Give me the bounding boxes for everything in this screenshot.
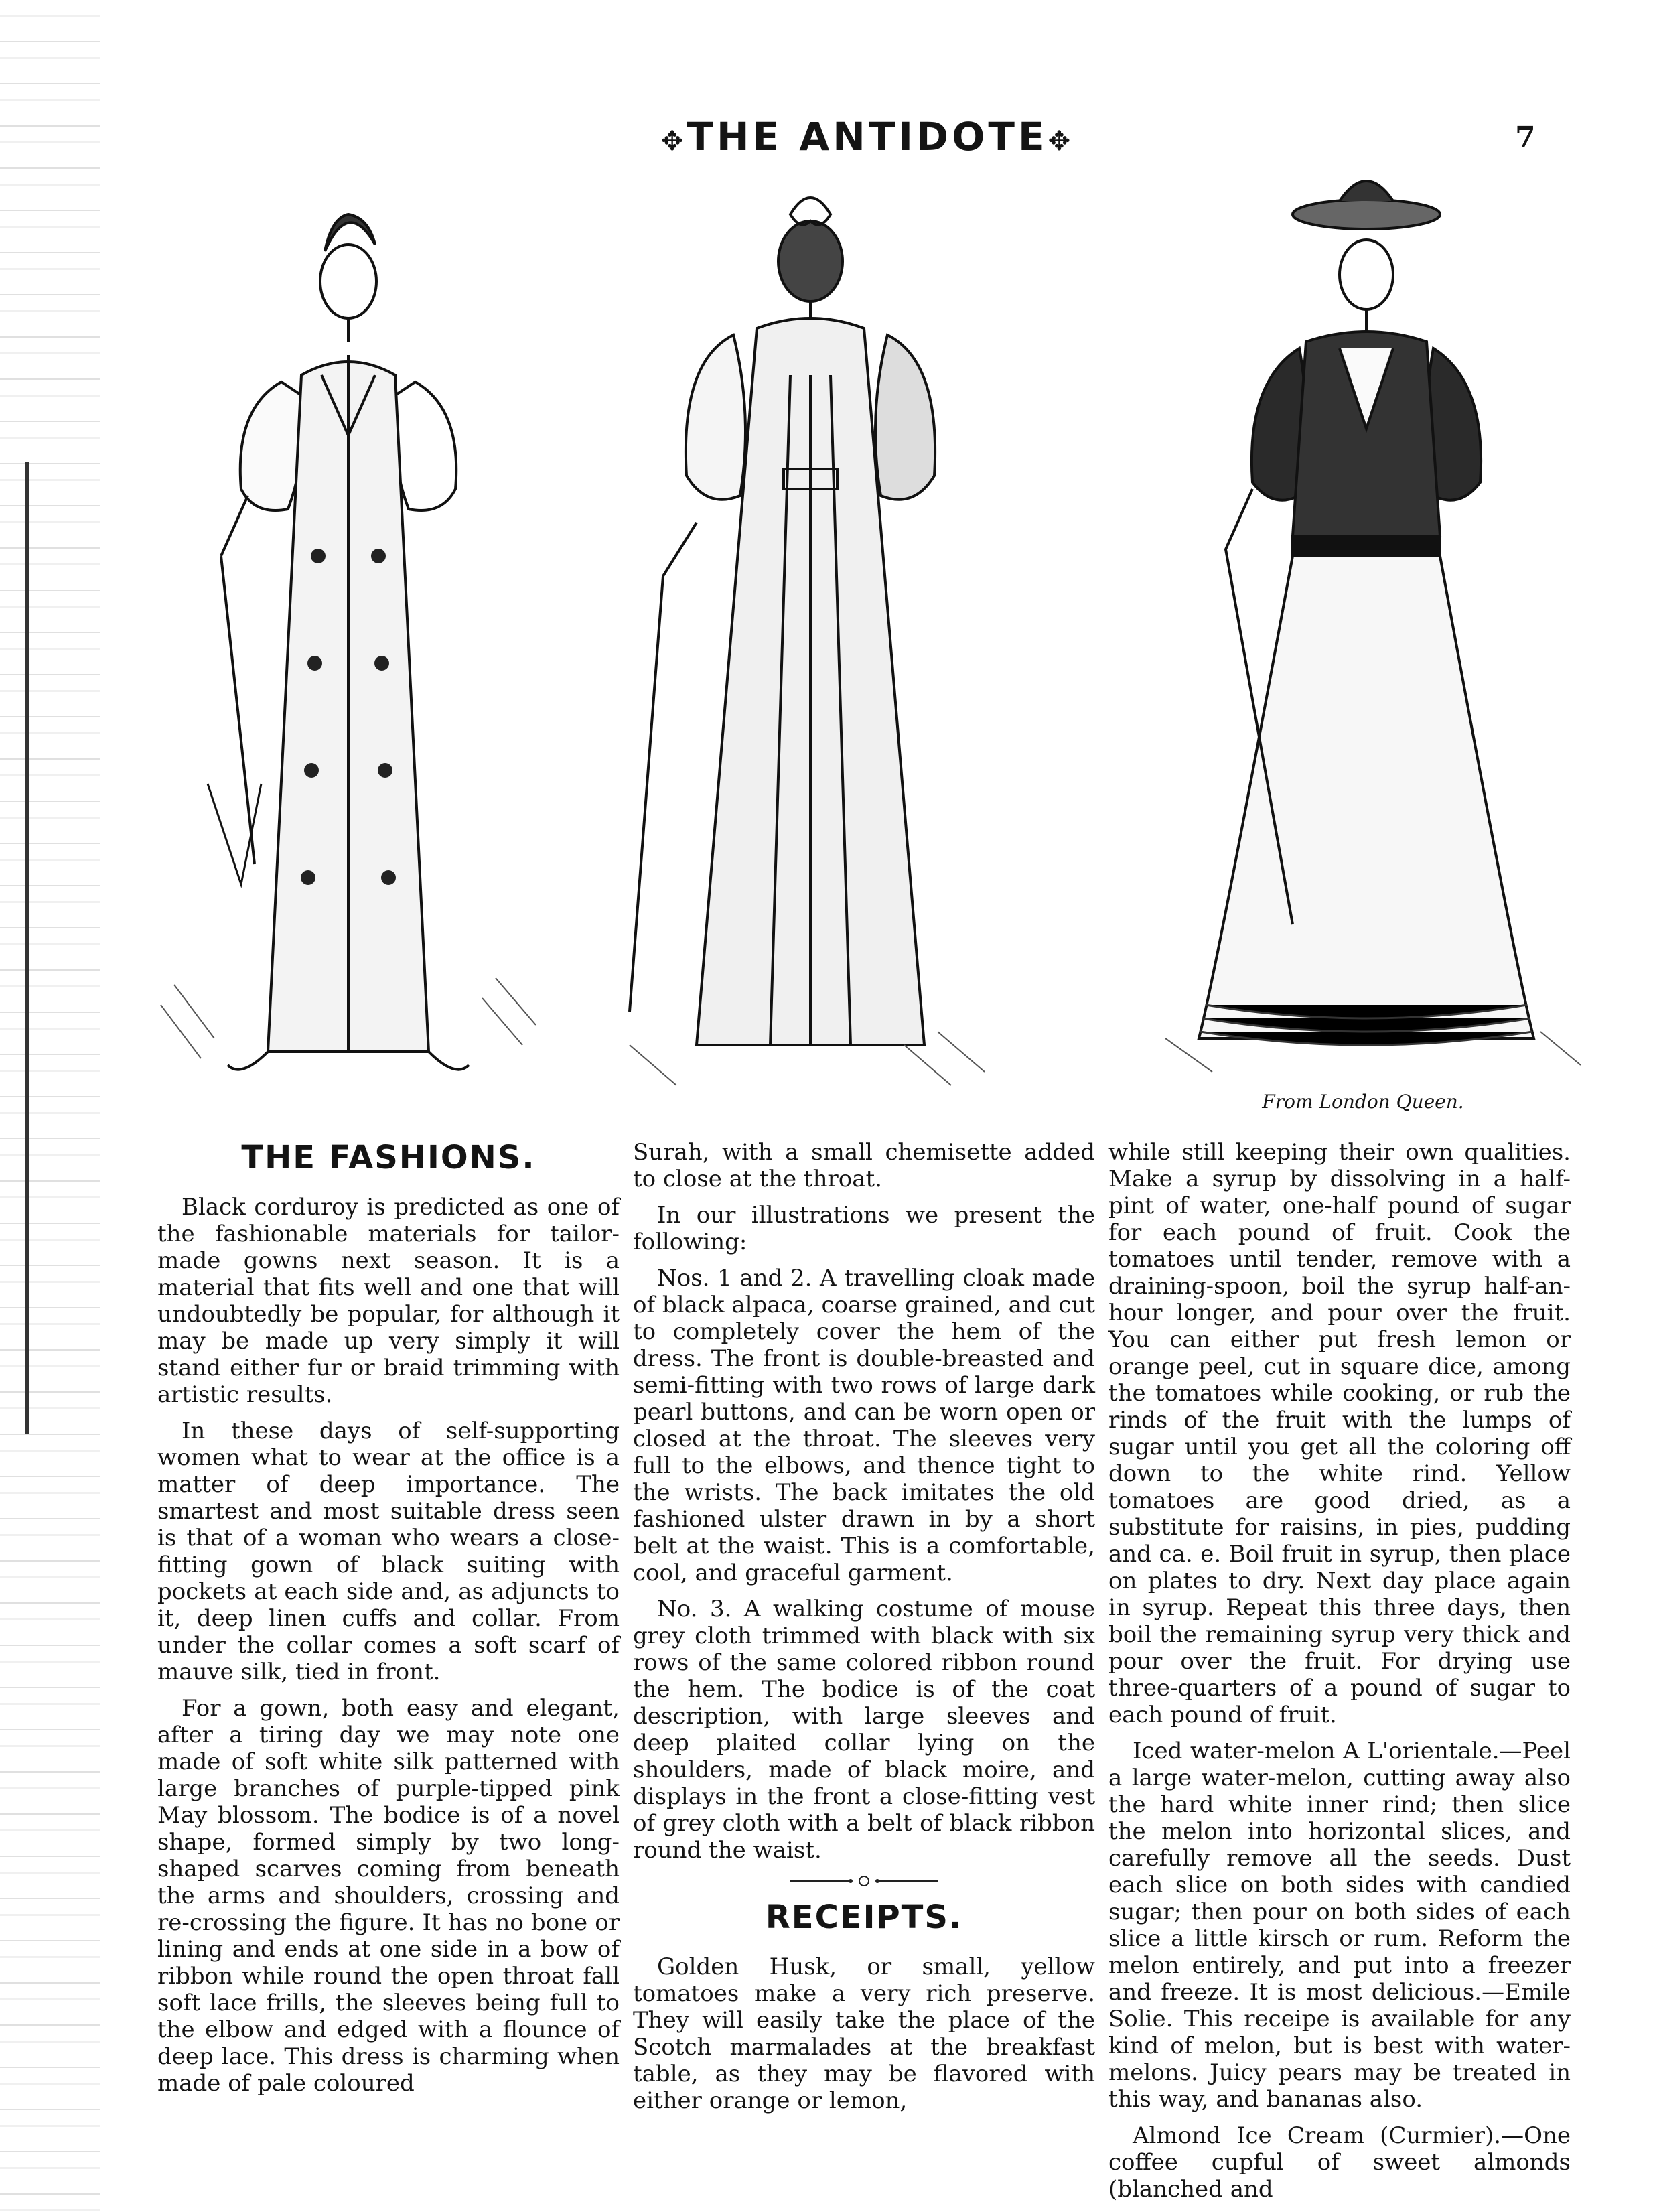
fashions-paragraph-2: In these days of self-supporting women what to wear at the office is a matter of deep importance. The smartest and most suitable dress seen is that of a woman who wears a close-fitting gown of black suiting with pockets at each side and, as adjuncts to it, deep linen cuffs and collar. From under the collar comes a soft scarf of mauve silk, tied in front. xyxy=(157,1418,620,1685)
column-3 xyxy=(1108,1139,1571,2203)
column-2 xyxy=(633,1139,1095,2191)
ornamental-divider-icon xyxy=(784,1873,944,1889)
receipts-paragraph-1: Golden Husk, or small, yellow tomatoes make a very rich preserve. They will easily take the place of the Scotch marmalades at the breakfast table, as they may be flavored with either orange or lemon, xyxy=(633,1953,1095,2114)
illustration-walking-costume xyxy=(1139,174,1594,1105)
receipts-paragraph-3: Almond Ice Cream (Curmier).—One coffee cupful of sweet almonds (blanched and xyxy=(1108,2122,1571,2203)
illustration-cloak-front xyxy=(147,181,549,1105)
receipts-paragraph-2: Iced water-melon A L'orientale.—Peel a large water-melon, cutting away also the hard white inner rind; then slice the melon into horizontal slices, and carefully remove all the seeds. Dust each slice on both sides with candied sugar; then pour on both sides of each slice a little kirsch or rum. Reform the melon entirely, and put into a freezer and freeze. It is most delicious.—Emile Solie. This receipe is available for any kind of melon, but is best with water-melons. Juicy pears may be treated in this way, and bananas also. xyxy=(1108,1738,1571,2113)
masthead-title: THE ANTIDOTE xyxy=(687,114,1048,159)
fashions-paragraph-3-continued: Surah, with a small chemisette added to close at the throat. xyxy=(633,1139,1095,1192)
page-number: 7 xyxy=(1515,121,1536,155)
fashions-heading: THE FASHIONS. xyxy=(241,1139,536,1176)
scan-edge-line xyxy=(25,462,29,1434)
receipts-paragraph-1-continued: while still keeping their own qualities. Make a syrup by dissolving in a half-pint of water, one-half pound of sugar for each pound of fruit. Cook the tomatoes until tender, remove with a draining-spoon, boil the syrup half-an-hour longer, and pour over the fruit. You can either put fresh lemon or orange peel, cut in square dice, among the tomatoes while cooking, or rub the rinds of the fruit with the lumps of sugar until you get all the coloring off down to the white rind. Yellow tomatoes are good dried, as a substitute for raisins, in pies, pudding and ca. e. Boil fruit in syrup, then place on plates to dry. Next day place again in syrup. Repeat this three days, then boil the remaining syrup very thick and pour over the fruit. For drying use three-quarters of a pound of sugar to each pound of fruit. xyxy=(1108,1139,1571,1728)
scan-margin-noise xyxy=(0,0,100,2212)
masthead-ornament-left-icon: ✥ xyxy=(660,126,687,157)
masthead xyxy=(623,114,1112,159)
fashions-paragraph-6: No. 3. A walking costume of mouse grey cloth trimmed with black with six rows of the same colored ribbon round the hem. The bodice is of the coat description, with large sleeves and deep plaited collar lying on the shoulders, made of black moire, and displays in the front a close-fitting vest of grey cloth with a belt of black ribbon round the waist. xyxy=(633,1596,1095,1864)
fashions-paragraph-1: Black corduroy is predicted as one of the fashionable materials for tailor-made gowns next season. It is a material that fits well and one that will undoubtedly be popular, for although it may be made up very simply it will stand either fur or braid trimming with artistic results. xyxy=(157,1194,620,1408)
fashions-paragraph-4: In our illustrations we present the following: xyxy=(633,1202,1095,1255)
fashions-paragraph-3: For a gown, both easy and elegant, after a tiring day we may note one made of soft white silk patterned with large branches of purple-tipped pink May blossom. The bodice is of a novel shape, formed simply by two long-shaped scarves coming from beneath the arms and shoulders, crossing and re-crossing the figure. It has no bone or lining and ends at one side in a bow of ribbon while round the open throat fall soft lace frills, the sleeves being full to the elbow and edged with a flounce of deep lace. This dress is charming when made of pale coloured xyxy=(157,1695,620,2097)
column-1 xyxy=(157,1139,620,2191)
receipts-heading: RECEIPTS. xyxy=(765,1898,963,1936)
masthead-ornament-right-icon: ✥ xyxy=(1048,126,1074,157)
figure-caption: From London Queen. xyxy=(1262,1091,1464,1113)
fashions-paragraph-5: Nos. 1 and 2. A travelling cloak made of black alpaca, coarse grained, and cut to completely cover the hem of the dress. The front is double-breasted and semi-fitting with two rows of large dark pearl buttons, and can be worn open or closed at the throat. The sleeves very full to the elbows, and thence tight to the wrists. The back imitates the old fashioned ulster drawn in by a short belt at the waist. This is a comfortable, cool, and graceful garment. xyxy=(633,1265,1095,1586)
illustration-cloak-back xyxy=(589,174,1031,1105)
